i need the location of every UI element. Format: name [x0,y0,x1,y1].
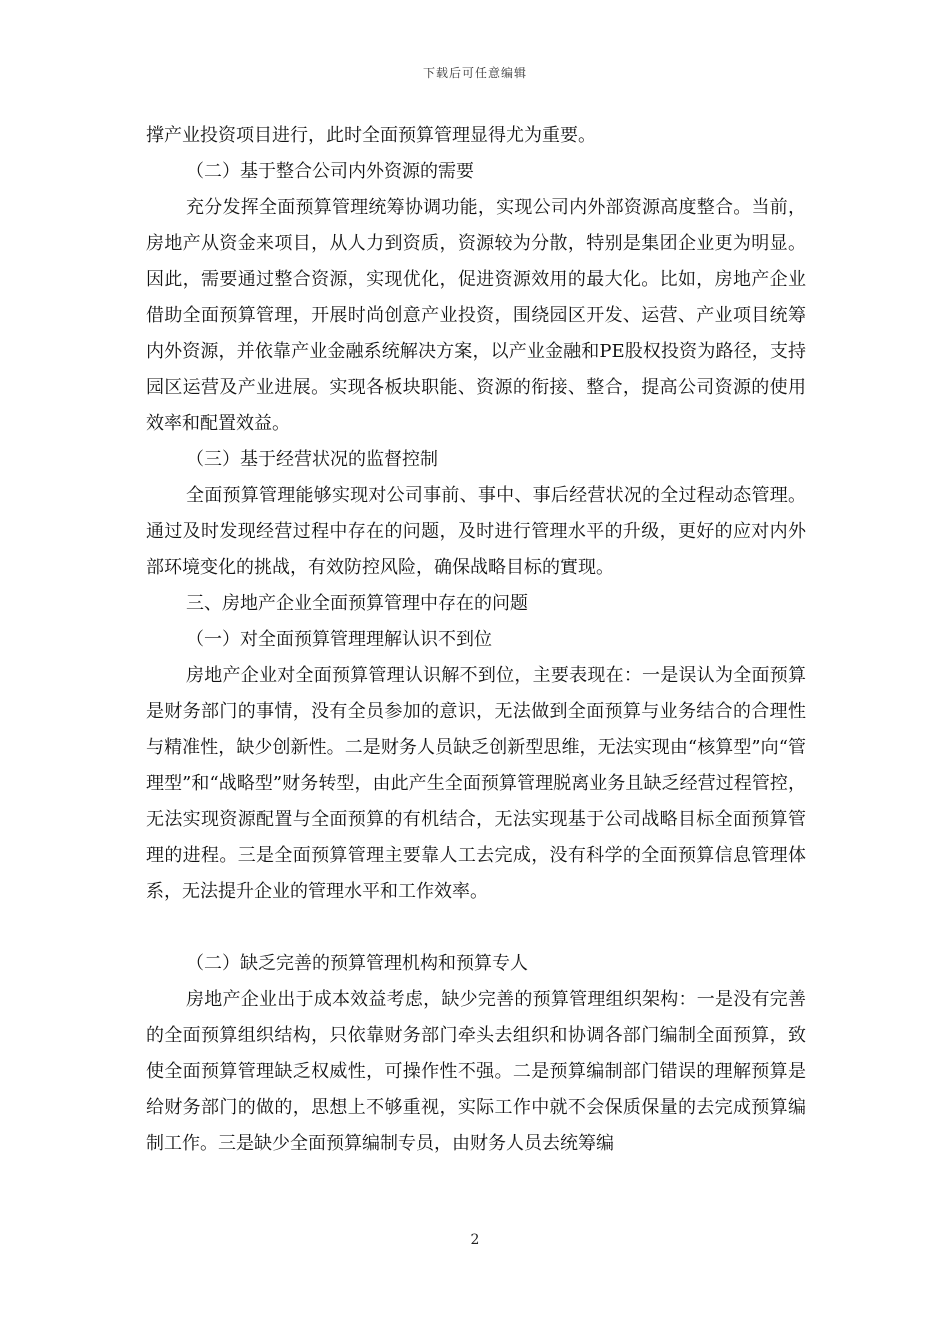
section-heading: （二）缺乏完善的预算管理机构和预算专人 [186,953,528,974]
section-heading: （三）基于经营状况的监督控制 [186,449,438,470]
chapter-heading: 三、房地产企业全面预算管理中存在的问题 [186,593,528,614]
paragraph: 全面预算管理能够实现对公司事前、事中、事后经营状况的全过程动态管理。通过及时发现经营过程中存在的问题，及时进行管理水平的升级，更好的应对内外部环境变化的挑战，有效防控风险，确保战略目标的實现。 [146,485,806,578]
paragraph: 房地产企业对全面预算管理认识解不到位，主要表现在：一是误认为全面预算是财务部门的事情，没有全员参加的意识，无法做到全面预算与业务结合的合理性与精准性，缺少创新性。二是财务人员缺乏创新型思维，无法实现由“核算型”向“管理型”和“战略型”财务转型，由此产生全面预算管理脱离业务且缺乏经营过程管控，无法实现资源配置与全面预算的有机结合，无法实现基于公司战略目标全面预算管理的进程。三是全面预算管理主要靠人工去完成，没有科学的全面预算信息管理体系，无法提升企业的管理水平和工作效率。 [146,665,806,902]
page-header: 下载后可任意编辑 [422,66,527,80]
document-body [146,118,806,1162]
paragraph: 充分发挥全面预算管理统筹协调功能，实现公司内外部资源高度整合。当前，房地产从资金来项目，从人力到资质，资源较为分散，特别是集团企业更为明显。因此，需要通过整合资源，实现优化，促进资源效用的最大化。比如，房地产企业借助全面预算管理，开展时尚创意产业投资，围绕园区开发、运营、产业项目统筹内外资源，并依靠产业金融系统解决方案，以产业金融和PE股权投资为路径，支持园区运营及产业进展。实现各板块职能、资源的衔接、整合，提高公司资源的使用效率和配置效益。 [146,197,806,434]
page-number: 2 [470,1232,480,1248]
blank-line [146,910,806,946]
section-heading: （二）基于整合公司内外资源的需要 [186,161,474,182]
paragraph: 撑产业投资项目进行，此时全面预算管理显得尤为重要。 [146,125,596,146]
section-heading: （一）对全面预算管理理解认识不到位 [186,629,492,650]
paragraph: 房地产企业出于成本效益考虑，缺少完善的预算管理组织架构：一是没有完善的全面预算组织结构，只依靠财务部门牵头去组织和协调各部门编制全面预算，致使全面预算管理缺乏权威性，可操作性不强。二是预算编制部门错误的理解预算是给财务部门的做的，思想上不够重视，实际工作中就不会保质保量的去完成预算编制工作。三是缺少全面预算编制专员，由财务人员去统筹编 [146,989,806,1154]
